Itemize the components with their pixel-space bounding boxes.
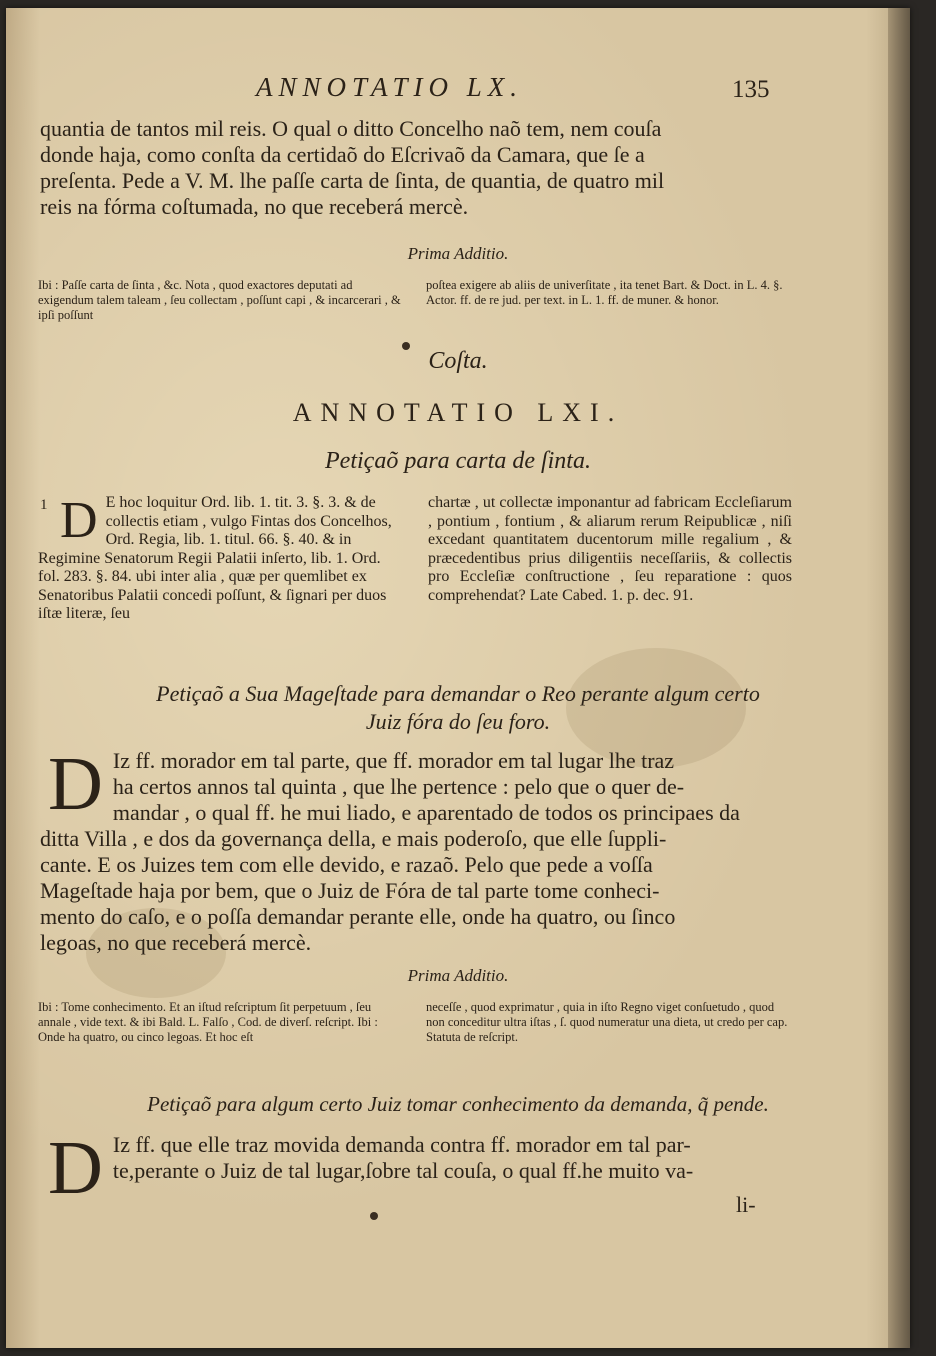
- text-line: preſenta. Pede a V. M. lhe paſſe carta de ſinta, de quantia, de quatro mil: [40, 168, 665, 193]
- text-line: legoas, no que receberá mercè.: [40, 930, 312, 955]
- paragraph-number: 1: [40, 497, 48, 513]
- commentary-right-column: chartæ , ut collectæ imponantur ad fabricam Eccleſiarum , pontium , fontium , & aliarum rerum Reipublicæ , niſi excedant quantitatem ducentorum mille regalium , & præcedentibus prius diligentiis neceſſariis, & collectis pro Eccleſiæ conſtructione , ſeu reparatione : quos comprehendat? Late Cabed. 1. p. dec. 91.: [428, 494, 792, 604]
- commentary-left-column: [38, 494, 402, 624]
- text-line: ditta Villa , e dos da governança della, e mais poderoſo, que elle ſuppli-: [40, 826, 667, 851]
- petition-heading: [6, 680, 910, 736]
- book-spine-shadow: [888, 8, 910, 1348]
- petition-heading-line: Petiçaõ a Sua Mageſtade para demandar o Reo perante algum certo: [156, 681, 760, 706]
- text-line: Mageſtade haja por bem, que o Juiz de Fóra de tal parte tome conheci-: [40, 878, 660, 903]
- text-line: te,perante o Juiz de tal lugar,ſobre tal couſa, o qual ff.he muito va-: [112, 1158, 694, 1183]
- petition-heading: Petiçaõ para algum certo Juiz tomar conhecimento da demanda, q̃ pende.: [147, 1092, 769, 1116]
- intro-paragraph: [40, 116, 782, 220]
- petition-heading: Petiçaõ para carta de ſinta.: [325, 448, 591, 474]
- book-page: [6, 8, 910, 1348]
- drop-capital: D: [48, 742, 103, 826]
- commentary-text: E hoc loquitur Ord. lib. 1. tit. 3. §. 3. & de collectis etiam , vulgo Fintas dos Concelhos, Ord. Regia, lib. 1. titul. 66. §. 40. & in Regimine Senatorum Regii Palatii inſerto, lib. 1. Ord. fol. 283. §. 84. ubi inter alia , quæ per quemlibet ex Senatoribus Palatii concedi poſſunt, & ſignari per duos iſtæ literæ, ſeu: [38, 494, 392, 622]
- note-right-column: neceſſe , quod exprimatur , quia in iſto Regno viget conſuetudo , quod non conceditur ultra iſtas , ſ. quod numeratur una dieta, ut credo per cap. Statuta de reſcript.: [426, 1000, 788, 1044]
- drop-capital: D: [48, 1126, 103, 1210]
- addition-heading: Prima Additio.: [407, 966, 509, 985]
- addition-heading: Prima Additio.: [407, 244, 509, 263]
- text-line: Iz ff. morador em tal parte, que ff. morador em tal lugar lhe traz: [112, 748, 675, 773]
- text-line: donde haja, como conſta da certidaõ do Eſcrivaõ da Camara, que ſe a: [40, 142, 645, 167]
- text-line: Iz ff. que elle traz movida demanda contra ff. morador em tal par-: [112, 1132, 691, 1157]
- note-left-column: Ibi : Paſſe carta de ſinta , &c. Nota , quod exactores deputati ad exigendum talem taleam , ſeu collectam , poſſunt capi , & incarcerari , & ipſi poſſunt: [38, 278, 401, 322]
- text-line: reis na fórma coſtumada, no que receberá mercè.: [40, 194, 469, 219]
- text-line: cante. E os Juizes tem com elle devido, e razaõ. Pelo que pede a voſſa: [40, 852, 653, 877]
- text-line: quantia de tantos mil reis. O qual o ditto Concelho naõ tem, nem couſa: [40, 116, 662, 141]
- addition-notes: [38, 1000, 790, 1045]
- running-title: ANNOTATIO LX.: [256, 72, 524, 102]
- page-number: 135: [732, 76, 770, 103]
- note-right-column: poſtea exigere ab aliis de univerſitate , ita tenet Bart. & Doct. in L. 4. §. Actor. ff. de re jud. per text. in L. 1. ff. de muner. & honor.: [426, 278, 783, 307]
- addition-notes: [38, 278, 790, 323]
- text-line: mento do caſo, e o poſſa demandar perante elle, onde ha quatro, ou ſinco: [40, 904, 676, 929]
- text-line: ha certos annos tal quinta , que lhe pertence : pelo que o quer de-: [112, 774, 685, 799]
- costa-label: Coſta.: [428, 348, 488, 374]
- commentary-columns: [38, 494, 792, 624]
- page-header: [6, 72, 910, 112]
- catchword: li-: [736, 1192, 756, 1217]
- note-left-column: Ibi : Tome conhecimento. Et an iſtud reſcriptum ſit perpetuum , ſeu annale , vide text. & ibi Bald. L. Falſo , Cod. de diverſ. reſcript. Ibi : Onde ha quatro, ou cinco legoas. Et hoc eſt: [38, 1000, 378, 1044]
- section-title: ANNOTATIO LXI.: [292, 398, 624, 427]
- petition-heading-line: Juiz fóra do ſeu foro.: [365, 709, 551, 734]
- petition-paragraph: [40, 742, 782, 956]
- drop-capital: D: [60, 492, 98, 549]
- wormhole: [370, 1212, 378, 1220]
- text-line: mandar , o qual ff. he mui liado, e aparentado de todos os principaes da: [112, 800, 740, 825]
